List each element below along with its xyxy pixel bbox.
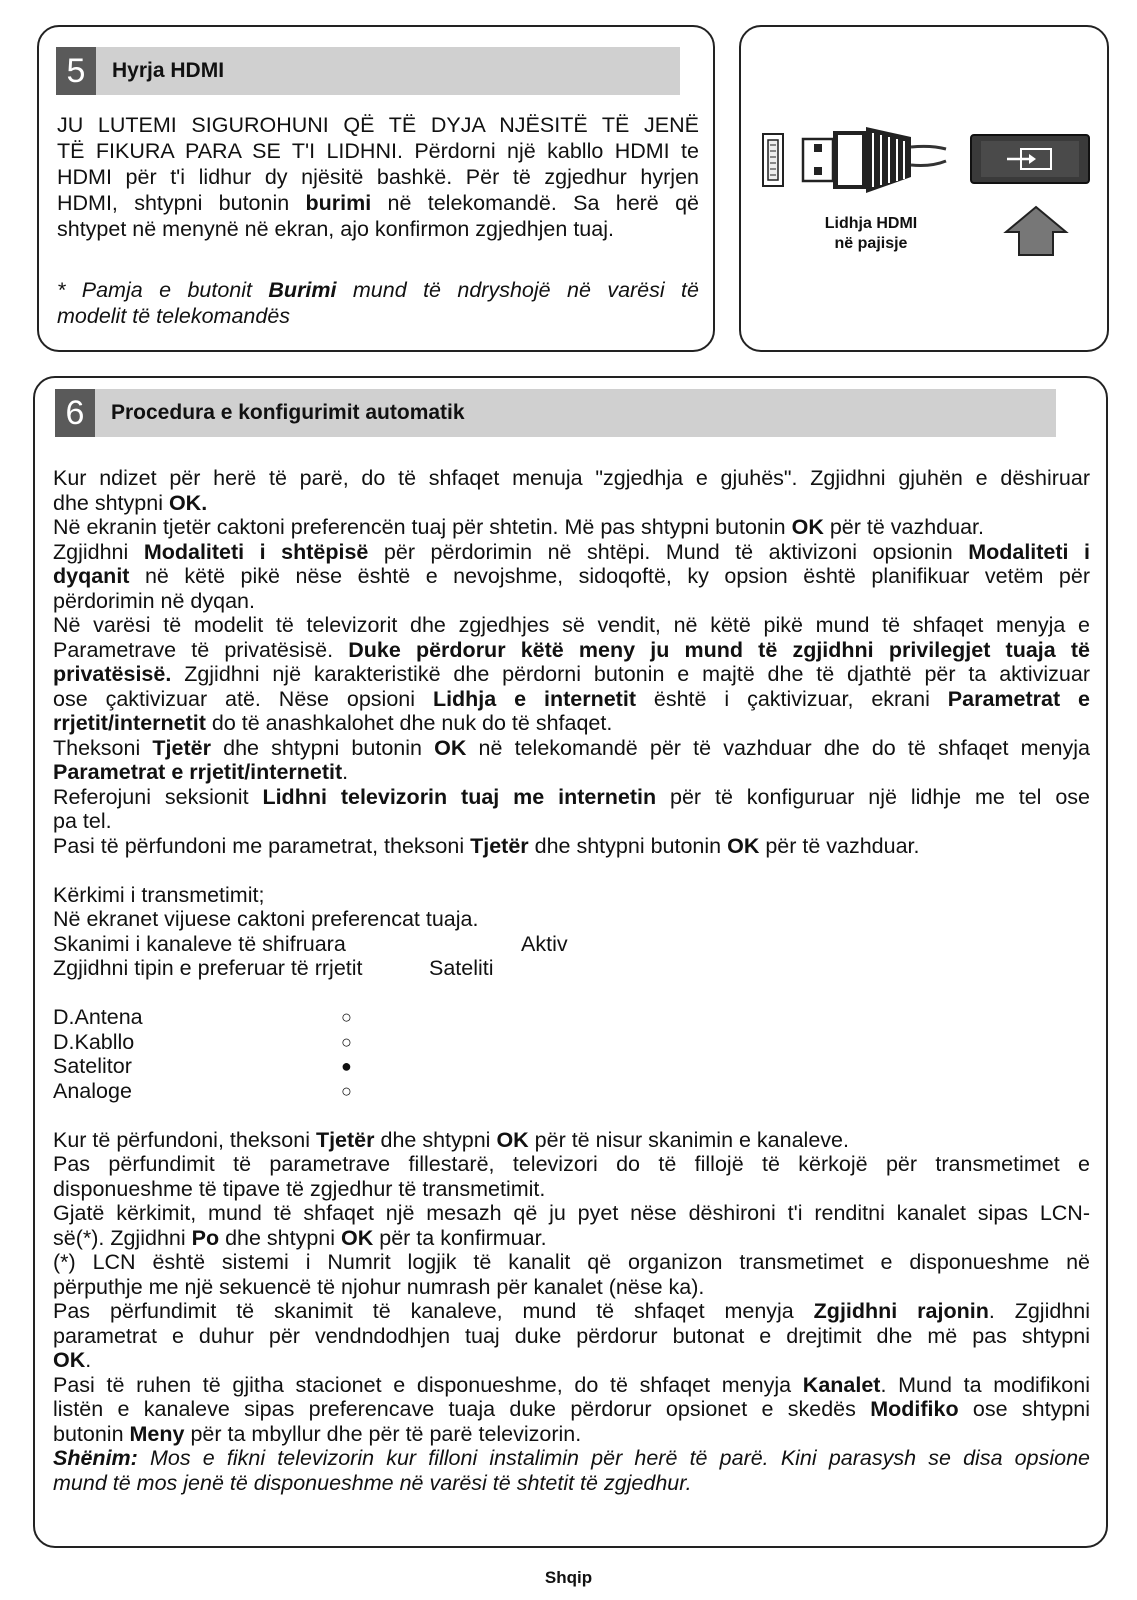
radio-label: D.Antena [53, 1005, 143, 1029]
radio-label: Analoge [53, 1078, 132, 1103]
radio-label: Satelitor [53, 1054, 132, 1078]
setup-text-line: OK. [53, 1348, 92, 1372]
setup-text-line: Pas përfundimit të parametrave fillestarë, televizori do të fillojë të kërkojë për transmetimet e [53, 1152, 1090, 1176]
radio-option [53, 1005, 1090, 1030]
radio-empty-icon: ○ [341, 1080, 352, 1101]
setup-text-line: së(*). Zgjidhni Po dhe shtypni OK për ta konfirmuar. [53, 1225, 547, 1250]
setup-text-line: Në varësi të modelit të televizorit dhe zgjedhjes së vendit, në këtë pikë mund të shfaqet menyja e [53, 613, 1090, 637]
setup-text-line: Pasi të ruhen të gjitha stacionet e disponueshme, do të shfaqet menyja Kanalet. Mund ta modifikoni [53, 1372, 1090, 1397]
radio-option [53, 1030, 1090, 1055]
settings-list [53, 932, 1090, 981]
section-auto-setup [33, 376, 1108, 1548]
setup-text-part-2 [53, 1128, 1090, 1496]
section-hdmi-input [37, 25, 715, 352]
setup-text-line: Parametrat e rrjetit/internetit. [53, 760, 349, 784]
setup-text-line: mund të mos jenë të disponueshme në varësi të shtetit të zgjedhur. [53, 1470, 692, 1495]
caption-line-2: në pajisje [834, 235, 908, 252]
setup-text-line: Gjatë kërkimit, mund të shfaqet një mesazh që ju pyet nëse dëshironi t'i renditni kanalet sipas LCN- [53, 1201, 1090, 1225]
hdmi-text-line: TË FIKURA PARA SE T'I LIDHNI. Përdorni një kabllo HDMI te [57, 139, 699, 163]
network-type-options [53, 1005, 1090, 1103]
radio-option [53, 1054, 1090, 1079]
setup-text-line: rrjetit/internetit do të anashkalohet dhe nuk do të shfaqet. [53, 711, 613, 735]
hdmi-note-line: modelit të telekomandës [57, 304, 291, 328]
radio-option [53, 1079, 1090, 1104]
setting-row [53, 956, 1090, 981]
hdmi-cable-illustration [741, 27, 1106, 349]
radio-selected-icon: ● [341, 1056, 352, 1076]
setup-text-line: dyqanit në këtë pikë nëse është e nevojshme, sidoqoftë, ky opsion është planifikuar vetëm për [53, 564, 1090, 588]
setting-label: Zgjidhni tipin e preferuar të rrjetit [53, 956, 363, 980]
setting-value: Sateliti [429, 956, 494, 980]
radio-label: D.Kabllo [53, 1029, 135, 1054]
setup-text-line: disponueshme të tipave të zgjedhur të transmetimit. [53, 1176, 546, 1201]
hdmi-text-line: HDMI për t'i lidhur dy njësitë bashkë. Për të zgjedhur hyrjen [57, 165, 699, 189]
section-number: 6 [55, 389, 95, 437]
setup-text-line: përdorimin në dyqan. [53, 588, 255, 613]
setup-text-line: Në ekranet vijuese caktoni preferencat tuaja. [53, 907, 479, 931]
caption-line-1: Lidhja HDMI [824, 215, 918, 232]
setup-text-line: Kur ndizet për herë të parë, do të shfaqet menuja "zgjedhja e gjuhës". Zgjidhni gjuhën e dëshiruar [53, 466, 1090, 490]
section-header [55, 389, 1056, 437]
hdmi-note-line: * Pamja e butonit Burimi mund të ndryshojë në varësi të [57, 278, 699, 302]
setting-row [53, 932, 1090, 957]
setup-text-line: listën e kanaleve sipas preferencave tuaja duke përdorur opsionet e skedës Modifiko ose shtypni [53, 1397, 1091, 1421]
hdmi-text-line: HDMI, shtypni butonin burimi në telekomandë. Sa herë që [57, 191, 699, 215]
radio-empty-icon: ○ [341, 1031, 352, 1052]
setup-text-line [53, 858, 1090, 883]
setup-text-line: butonin Meny për ta mbyllur dhe për të parë televizorin. [53, 1421, 582, 1446]
setup-text-line: Pasi të përfundoni me parametrat, theksoni Tjetër dhe shtypni butonin OK për të vazhduar. [53, 833, 920, 858]
setup-text-line: Shënim: Mos e fikni televizorin kur filloni instalimin për herë të parë. Kini parasysh se disa opsione [53, 1446, 1090, 1470]
setup-text-line: përputhje me një sekuencë të njohur numrash për kanalet (nëse ka). [53, 1274, 705, 1299]
setup-text-line: pa tel. [53, 809, 112, 833]
setup-text-line: parametrat e duhur për vendndodhjen tuaj duke përdorur butonat e drejtimit dhe më pas shtypni [53, 1323, 1090, 1348]
setup-text-line: Zgjidhni Modaliteti i shtëpisë për përdorimin në shtëpi. Mund të aktivizoni opsionin Modaliteti i [53, 539, 1091, 564]
setup-instructions [53, 466, 1090, 1495]
hdmi-note [57, 277, 699, 329]
setup-text-line: Në ekranin tjetër caktoni preferencën tuaj për shtetin. Më pas shtypni butonin OK për të vazhduar. [53, 515, 985, 539]
section-number: 5 [56, 47, 96, 95]
radio-empty-icon: ○ [341, 1007, 352, 1027]
setting-value: Aktiv [521, 931, 568, 956]
setup-text-part-1 [53, 466, 1090, 932]
figure-caption [791, 214, 951, 254]
hdmi-connection-figure [739, 25, 1109, 352]
setting-label: Skanimi i kanaleve të shifruara [53, 931, 346, 956]
section-header [56, 47, 680, 95]
setup-text-line: Theksoni Tjetër dhe shtypni butonin OK në telekomandë për të vazhduar dhe do të shfaqet menyja [53, 735, 1090, 760]
hdmi-instructions [57, 112, 699, 242]
hdmi-text-line: shtypet në menynë në ekran, ajo konfirmon zgjedhjen tuaj. [57, 217, 614, 241]
setup-text-line: Parametrave të privatësisë. Duke përdorur këtë meny ju mund të zgjidhni privilegjet tuaja të [53, 637, 1090, 662]
setup-text-line: dhe shtypni OK. [53, 490, 208, 515]
page-footer-language: Shqip [544, 1568, 593, 1587]
setup-text-line: ose çaktivizuar atë. Nëse opsioni Lidhja e internetit është i çaktivizuar, ekrani Parametrat e [53, 686, 1090, 711]
setup-text-line: Referojuni seksionit Lidhni televizorin tuaj me internetin për të konfiguruar një lidhje me tel ose [53, 784, 1090, 809]
setup-text-line: Pas përfundimit të skanimit të kanaleve, mund të shfaqet menyja Zgjidhni rajonin. Zgjidhni [53, 1299, 1090, 1323]
setup-text-line: (*) LCN është sistemi i Numrit logjik të kanalit që organizon transmetimet e disponueshme në [53, 1250, 1090, 1274]
setup-text-line: Kur të përfundoni, theksoni Tjetër dhe shtypni OK për të nisur skanimin e kanaleve. [53, 1127, 849, 1152]
section-title: Hyrja HDMI [112, 59, 225, 82]
setup-text-line: privatësisë. Zgjidhni një karakteristikë dhe përdorni butonin e majtë dhe të djathtë për ta aktivizuar [53, 662, 1090, 686]
section-title: Procedura e konfigurimit automatik [111, 401, 465, 424]
hdmi-text-line: JU LUTEMI SIGUROHUNI QË TË DYJA NJËSITË TË JENË [57, 113, 699, 137]
setup-text-line: Kërkimi i transmetimit; [53, 882, 265, 907]
